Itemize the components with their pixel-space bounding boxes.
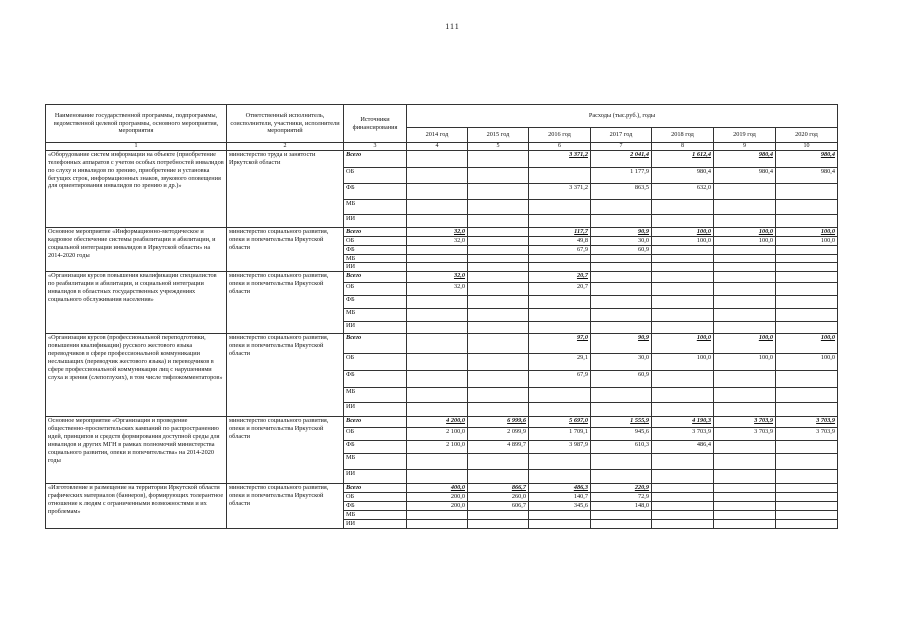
column-number: 3 xyxy=(344,143,407,151)
amount-cell xyxy=(407,296,468,309)
amount-cell: 100,0 xyxy=(776,228,838,237)
funding-source: ИИ xyxy=(344,322,407,334)
amount-cell xyxy=(407,454,468,470)
funding-source: ИИ xyxy=(344,263,407,272)
amount-cell xyxy=(776,520,838,529)
amount-cell: 2 100,0 xyxy=(407,428,468,441)
funding-source: Всего xyxy=(344,334,407,354)
funding-source: МБ xyxy=(344,200,407,215)
amount-cell xyxy=(591,254,652,263)
amount-cell xyxy=(468,354,529,371)
amount-cell xyxy=(591,388,652,403)
amount-cell xyxy=(714,403,776,417)
funding-source: ОБ xyxy=(344,236,407,245)
funding-source: Всего xyxy=(344,272,407,283)
funding-source: МБ xyxy=(344,388,407,403)
table-body xyxy=(46,151,838,529)
amount-cell: 866,7 xyxy=(468,484,529,493)
amount-cell xyxy=(591,283,652,296)
amount-cell: 97,0 xyxy=(529,334,591,354)
amount-cell: 3 703,9 xyxy=(776,417,838,428)
amount-cell: 3 703,9 xyxy=(714,428,776,441)
amount-cell xyxy=(529,454,591,470)
amount-cell xyxy=(468,334,529,354)
amount-cell xyxy=(776,215,838,228)
program-name: «Изготовление и размещение на территории Иркутской области графических материалов (баннеров), формирующих толерантное отношение к людям с ограниченными возможностями и их проблемам» xyxy=(46,484,227,529)
amount-cell xyxy=(407,200,468,215)
amount-cell: 140,7 xyxy=(529,493,591,502)
column-number: 1 xyxy=(46,143,227,151)
funding-source: ОБ xyxy=(344,168,407,184)
amount-cell xyxy=(776,371,838,388)
amount-cell xyxy=(407,354,468,371)
program-responsible: министерство социального развития, опеки и попечительства Иркутской области xyxy=(227,334,344,417)
amount-cell xyxy=(714,322,776,334)
amount-cell: 100,0 xyxy=(714,236,776,245)
amount-cell xyxy=(407,470,468,484)
table-row xyxy=(46,417,838,428)
amount-cell xyxy=(529,168,591,184)
amount-cell xyxy=(591,520,652,529)
amount-cell xyxy=(529,470,591,484)
amount-cell: 2 041,4 xyxy=(591,151,652,168)
program-name: «Организация курсов (профессиональной переподготовки, повышения квалификации) русского жестового языка переводчиков в сфере профессиональной коммуникации неслышащих (переводчик жестового языка) и переводчиков в сфере профессиональной коммуникации лиц с нарушениями слуха и зрения (слепоглухих), в том числе тифлокомментаторов» xyxy=(46,334,227,417)
amount-cell xyxy=(652,254,714,263)
amount-cell xyxy=(468,322,529,334)
amount-cell xyxy=(776,200,838,215)
program-responsible: министерство социального развития, опеки и попечительства Иркутской области xyxy=(227,228,344,272)
amount-cell: 100,0 xyxy=(714,228,776,237)
amount-cell xyxy=(468,215,529,228)
amount-cell xyxy=(529,309,591,322)
amount-cell: 3 703,9 xyxy=(776,428,838,441)
amount-cell xyxy=(529,511,591,520)
amount-cell: 20,7 xyxy=(529,272,591,283)
header-year: 2016 год xyxy=(529,128,591,143)
amount-cell xyxy=(529,215,591,228)
funding-source: ОБ xyxy=(344,283,407,296)
amount-cell xyxy=(714,254,776,263)
amount-cell xyxy=(714,283,776,296)
amount-cell xyxy=(776,403,838,417)
amount-cell xyxy=(468,511,529,520)
amount-cell: 100,0 xyxy=(652,236,714,245)
amount-cell: 32,0 xyxy=(407,283,468,296)
amount-cell xyxy=(407,520,468,529)
funding-source: ФБ xyxy=(344,184,407,200)
funding-source: МБ xyxy=(344,309,407,322)
amount-cell xyxy=(652,454,714,470)
column-number: 4 xyxy=(407,143,468,151)
program-name: Основное мероприятие «Организация и проведение общественно-просветительских кампаний по распространению идей, принципов и средств формирования доступной среды для инвалидов и других МГН в рамках полномочий министерства социального развития, опеки и попечительства» на 2014-2020 годы xyxy=(46,417,227,484)
amount-cell xyxy=(468,520,529,529)
amount-cell xyxy=(776,388,838,403)
amount-cell xyxy=(468,263,529,272)
amount-cell: 4 200,0 xyxy=(407,417,468,428)
table-row xyxy=(46,228,838,237)
funding-source: ИИ xyxy=(344,520,407,529)
amount-cell: 32,0 xyxy=(407,228,468,237)
amount-cell: 90,9 xyxy=(591,228,652,237)
amount-cell: 980,4 xyxy=(776,168,838,184)
amount-cell xyxy=(714,296,776,309)
funding-source: ИИ xyxy=(344,470,407,484)
amount-cell xyxy=(591,322,652,334)
column-number: 8 xyxy=(652,143,714,151)
amount-cell: 67,9 xyxy=(529,245,591,254)
amount-cell xyxy=(714,502,776,511)
amount-cell xyxy=(776,184,838,200)
funding-source: ОБ xyxy=(344,493,407,502)
amount-cell xyxy=(776,309,838,322)
amount-cell: 3 371,2 xyxy=(529,184,591,200)
amount-cell xyxy=(776,254,838,263)
amount-cell: 610,3 xyxy=(591,441,652,454)
amount-cell xyxy=(714,511,776,520)
amount-cell: 3 987,9 xyxy=(529,441,591,454)
amount-cell xyxy=(468,228,529,237)
amount-cell: 6 999,6 xyxy=(468,417,529,428)
amount-cell xyxy=(652,283,714,296)
amount-cell: 200,0 xyxy=(407,502,468,511)
amount-cell: 100,0 xyxy=(652,334,714,354)
amount-cell xyxy=(407,168,468,184)
amount-cell xyxy=(407,511,468,520)
amount-cell: 1 555,9 xyxy=(591,417,652,428)
amount-cell xyxy=(652,322,714,334)
program-name: «Организация курсов повышения квалификации специалистов по реабилитации и абилитации, и социальной интеграции инвалидов в областных государственных учреждениях социального обслуживания населения» xyxy=(46,272,227,334)
amount-cell xyxy=(652,245,714,254)
amount-cell: 345,6 xyxy=(529,502,591,511)
amount-cell xyxy=(714,470,776,484)
amount-cell: 980,4 xyxy=(652,168,714,184)
amount-cell: 1 612,4 xyxy=(652,151,714,168)
amount-cell xyxy=(591,200,652,215)
amount-cell xyxy=(714,520,776,529)
amount-cell: 100,0 xyxy=(776,334,838,354)
program-responsible: министерство труда и занятости Иркутской области xyxy=(227,151,344,228)
amount-cell xyxy=(529,254,591,263)
amount-cell xyxy=(714,484,776,493)
funding-source: Всего xyxy=(344,151,407,168)
amount-cell xyxy=(714,371,776,388)
amount-cell xyxy=(591,215,652,228)
amount-cell xyxy=(468,254,529,263)
amount-cell xyxy=(776,322,838,334)
amount-cell xyxy=(776,263,838,272)
funding-source: Всего xyxy=(344,228,407,237)
amount-cell xyxy=(714,184,776,200)
amount-cell xyxy=(407,184,468,200)
amount-cell xyxy=(776,502,838,511)
header-name: Наименование государственной программы, подпрограммы, ведомственной целевой программы, основного мероприятия, мероприятия xyxy=(46,105,227,143)
amount-cell xyxy=(776,272,838,283)
amount-cell xyxy=(776,470,838,484)
amount-cell: 29,1 xyxy=(529,354,591,371)
amount-cell xyxy=(468,403,529,417)
column-number: 2 xyxy=(227,143,344,151)
amount-cell xyxy=(652,296,714,309)
budget-table xyxy=(45,104,838,529)
header-year: 2017 год xyxy=(591,128,652,143)
amount-cell xyxy=(776,283,838,296)
amount-cell xyxy=(776,296,838,309)
funding-source: Всего xyxy=(344,417,407,428)
amount-cell: 32,0 xyxy=(407,272,468,283)
column-number: 7 xyxy=(591,143,652,151)
program-responsible: министерство социального развития, опеки и попечительства Иркутской области xyxy=(227,272,344,334)
column-number: 6 xyxy=(529,143,591,151)
amount-cell xyxy=(591,263,652,272)
funding-source: ОБ xyxy=(344,428,407,441)
amount-cell: 100,0 xyxy=(776,236,838,245)
amount-cell xyxy=(652,309,714,322)
amount-cell xyxy=(591,309,652,322)
table-row xyxy=(46,272,838,283)
amount-cell: 1 709,1 xyxy=(529,428,591,441)
amount-cell xyxy=(776,511,838,520)
amount-cell xyxy=(591,403,652,417)
funding-source: ОБ xyxy=(344,354,407,371)
amount-cell: 1 177,9 xyxy=(591,168,652,184)
page-number: 111 xyxy=(445,22,460,31)
amount-cell: 72,9 xyxy=(591,493,652,502)
amount-cell xyxy=(776,441,838,454)
amount-cell xyxy=(652,520,714,529)
amount-cell: 606,7 xyxy=(468,502,529,511)
amount-cell xyxy=(652,263,714,272)
amount-cell: 49,8 xyxy=(529,236,591,245)
header-expenses: Расходы (тыс.руб.), годы xyxy=(407,105,838,128)
table-row xyxy=(46,334,838,354)
amount-cell: 220,9 xyxy=(591,484,652,493)
amount-cell xyxy=(529,263,591,272)
header-source: Источники финансирования xyxy=(344,105,407,143)
amount-cell: 5 697,0 xyxy=(529,417,591,428)
amount-cell xyxy=(468,388,529,403)
amount-cell xyxy=(529,296,591,309)
amount-cell xyxy=(591,454,652,470)
amount-cell xyxy=(652,215,714,228)
amount-cell xyxy=(468,470,529,484)
amount-cell: 60,9 xyxy=(591,371,652,388)
amount-cell xyxy=(652,272,714,283)
amount-cell xyxy=(714,454,776,470)
amount-cell xyxy=(468,296,529,309)
amount-cell xyxy=(652,388,714,403)
amount-cell xyxy=(407,254,468,263)
amount-cell: 980,4 xyxy=(714,151,776,168)
funding-source: Всего xyxy=(344,484,407,493)
column-number: 10 xyxy=(776,143,838,151)
amount-cell xyxy=(714,263,776,272)
amount-cell xyxy=(652,470,714,484)
amount-cell xyxy=(529,403,591,417)
amount-cell: 60,9 xyxy=(591,245,652,254)
program-responsible: министерство социального развития, опеки и попечительства Иркутской области xyxy=(227,417,344,484)
amount-cell: 486,3 xyxy=(529,484,591,493)
header-responsible: Ответственный исполнитель, соисполнители, участники, исполнители мероприятий xyxy=(227,105,344,143)
amount-cell xyxy=(468,245,529,254)
amount-cell xyxy=(776,484,838,493)
amount-cell xyxy=(714,441,776,454)
amount-cell xyxy=(652,484,714,493)
amount-cell xyxy=(652,403,714,417)
amount-cell xyxy=(652,502,714,511)
amount-cell: 980,4 xyxy=(714,168,776,184)
amount-cell xyxy=(468,309,529,322)
amount-cell: 90,9 xyxy=(591,334,652,354)
funding-source: МБ xyxy=(344,254,407,263)
amount-cell: 863,5 xyxy=(591,184,652,200)
amount-cell: 3 703,9 xyxy=(714,417,776,428)
amount-cell xyxy=(468,371,529,388)
amount-cell xyxy=(714,200,776,215)
funding-source: ИИ xyxy=(344,403,407,417)
amount-cell: 30,0 xyxy=(591,236,652,245)
amount-cell: 3 703,9 xyxy=(652,428,714,441)
amount-cell xyxy=(407,334,468,354)
amount-cell xyxy=(591,470,652,484)
amount-cell: 400,0 xyxy=(407,484,468,493)
funding-source: ФБ xyxy=(344,502,407,511)
funding-source: МБ xyxy=(344,454,407,470)
amount-cell: 32,0 xyxy=(407,236,468,245)
amount-cell xyxy=(529,388,591,403)
amount-cell: 100,0 xyxy=(714,354,776,371)
header-year: 2019 год xyxy=(714,128,776,143)
amount-cell: 4 899,7 xyxy=(468,441,529,454)
program-name: Основное мероприятие «Информационно-методическое и кадровое обеспечение системы реабилитации и абилитации, и социальной интеграции инвалидов в Иркутской области» на 2014-2020 годы xyxy=(46,228,227,272)
funding-source: МБ xyxy=(344,511,407,520)
amount-cell: 4 190,3 xyxy=(652,417,714,428)
amount-cell xyxy=(776,245,838,254)
program-responsible: министерство социального развития, опеки и попечительства Иркутской области xyxy=(227,484,344,529)
amount-cell xyxy=(468,236,529,245)
amount-cell: 260,0 xyxy=(468,493,529,502)
amount-cell xyxy=(407,245,468,254)
amount-cell xyxy=(714,245,776,254)
amount-cell xyxy=(407,371,468,388)
amount-cell: 30,0 xyxy=(591,354,652,371)
amount-cell: 486,4 xyxy=(652,441,714,454)
funding-source: ФБ xyxy=(344,296,407,309)
amount-cell xyxy=(591,296,652,309)
amount-cell: 2 099,9 xyxy=(468,428,529,441)
funding-source: ФБ xyxy=(344,441,407,454)
amount-cell xyxy=(407,403,468,417)
amount-cell: 100,0 xyxy=(652,354,714,371)
amount-cell: 100,0 xyxy=(714,334,776,354)
funding-source: ФБ xyxy=(344,245,407,254)
amount-cell: 100,0 xyxy=(776,354,838,371)
table-row xyxy=(46,484,838,493)
amount-cell xyxy=(714,388,776,403)
amount-cell xyxy=(407,151,468,168)
amount-cell xyxy=(468,200,529,215)
table-row xyxy=(46,151,838,168)
amount-cell xyxy=(529,200,591,215)
amount-cell xyxy=(652,200,714,215)
amount-cell xyxy=(407,388,468,403)
header-year: 2014 год xyxy=(407,128,468,143)
amount-cell: 200,0 xyxy=(407,493,468,502)
amount-cell xyxy=(652,511,714,520)
amount-cell: 945,6 xyxy=(591,428,652,441)
header-year: 2018 год xyxy=(652,128,714,143)
amount-cell xyxy=(591,272,652,283)
funding-source: ФБ xyxy=(344,371,407,388)
amount-cell xyxy=(714,309,776,322)
amount-cell xyxy=(714,493,776,502)
amount-cell xyxy=(468,272,529,283)
amount-cell xyxy=(468,283,529,296)
amount-cell xyxy=(776,493,838,502)
amount-cell: 148,0 xyxy=(591,502,652,511)
amount-cell: 117,7 xyxy=(529,228,591,237)
amount-cell xyxy=(529,520,591,529)
header-year: 2020 год xyxy=(776,128,838,143)
header-year: 2015 год xyxy=(468,128,529,143)
amount-cell xyxy=(468,151,529,168)
column-number: 5 xyxy=(468,143,529,151)
amount-cell xyxy=(407,309,468,322)
amount-cell xyxy=(652,371,714,388)
amount-cell: 20,7 xyxy=(529,283,591,296)
funding-source: ИИ xyxy=(344,215,407,228)
amount-cell xyxy=(468,168,529,184)
amount-cell: 67,9 xyxy=(529,371,591,388)
amount-cell xyxy=(529,322,591,334)
amount-cell xyxy=(591,511,652,520)
amount-cell xyxy=(407,215,468,228)
amount-cell xyxy=(407,263,468,272)
amount-cell: 980,4 xyxy=(776,151,838,168)
amount-cell xyxy=(776,454,838,470)
amount-cell xyxy=(468,184,529,200)
program-name: «Оборудование систем информации на объекте (приобретение телефонных аппаратов с учетом особых потребностей инвалидов по слуху и инвалидов по зрению, приобретение и установка бегущих строк, информационных знаков, звукового оповещения для ориентирования инвалидов по зрению и др.)» xyxy=(46,151,227,228)
amount-cell xyxy=(468,454,529,470)
amount-cell xyxy=(714,272,776,283)
amount-cell: 2 100,0 xyxy=(407,441,468,454)
amount-cell xyxy=(652,493,714,502)
amount-cell xyxy=(714,215,776,228)
amount-cell xyxy=(407,322,468,334)
amount-cell: 100,0 xyxy=(652,228,714,237)
column-number: 9 xyxy=(714,143,776,151)
amount-cell: 3 371,2 xyxy=(529,151,591,168)
amount-cell: 632,0 xyxy=(652,184,714,200)
